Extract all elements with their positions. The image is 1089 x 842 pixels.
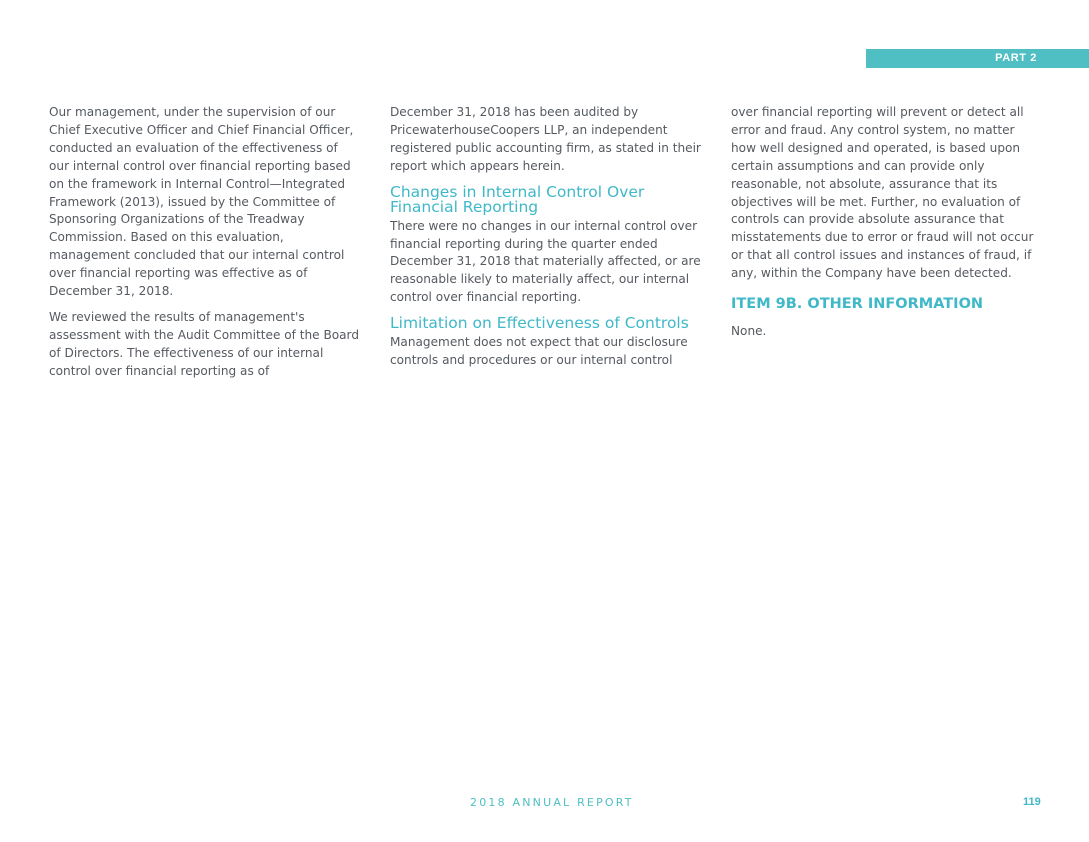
changes-heading: Changes in Internal Control Over Financial Reporting	[390, 182, 645, 217]
limitation-continued-paragraph: over financial reporting will prevent or detect all error and fraud. Any control system, no matter how well designed and operated, is based upon certain assumptions and can provide only reasonable, not absolute, assurance that its objectives will be met. Further, no evaluation of controls can provide absolute assurance that misstatements due to error or fraud will not occur or that all control issues and instances of fraud, if any, within the Company have been detected.	[731, 105, 1034, 281]
audit-paragraph: December 31, 2018 has been audited by PricewaterhouseCoopers LLP, an independent registered public accounting firm, as stated in their report which appears herein.	[390, 105, 701, 173]
management-evaluation-paragraph: Our management, under the supervision of our Chief Executive Officer and Chief Financial Officer, conducted an evaluation of the effectiveness of our internal control over financial reporting based on the framework in Internal Control—Integrated Framework (2013), issued by the Committee of Sponsoring Organizations of the Treadway Commission. Based on this evaluation, management concluded that our internal control over financial reporting was effective as of December 31, 2018.	[49, 105, 354, 299]
item-9b-heading: ITEM 9B. OTHER INFORMATION	[731, 296, 984, 313]
limitation-paragraph: Management does not expect that our disclosure controls and procedures or our internal control	[390, 334, 688, 367]
changes-paragraph: There were no changes in our internal control over financial reporting during the quarter ended December 31, 2018 that materially affected, or are reasonable likely to materially affect, our internal control over financial reporting.	[390, 218, 701, 305]
column-1	[49, 104, 361, 389]
limitation-heading: Limitation on Effectiveness of Controls	[390, 314, 689, 333]
page-number: 119	[1023, 796, 1041, 808]
item-9b-text: None.	[731, 324, 767, 339]
part-label: PART 2	[995, 52, 1037, 64]
footer-report-title: 2018 ANNUAL REPORT	[470, 796, 634, 809]
audit-committee-paragraph: We reviewed the results of management's assessment with the Audit Committee of the Board of Directors. The effectiveness of our internal control over financial reporting as of	[49, 309, 359, 378]
column-2	[390, 104, 702, 377]
part-tab	[866, 49, 1089, 68]
column-3	[731, 104, 1043, 349]
